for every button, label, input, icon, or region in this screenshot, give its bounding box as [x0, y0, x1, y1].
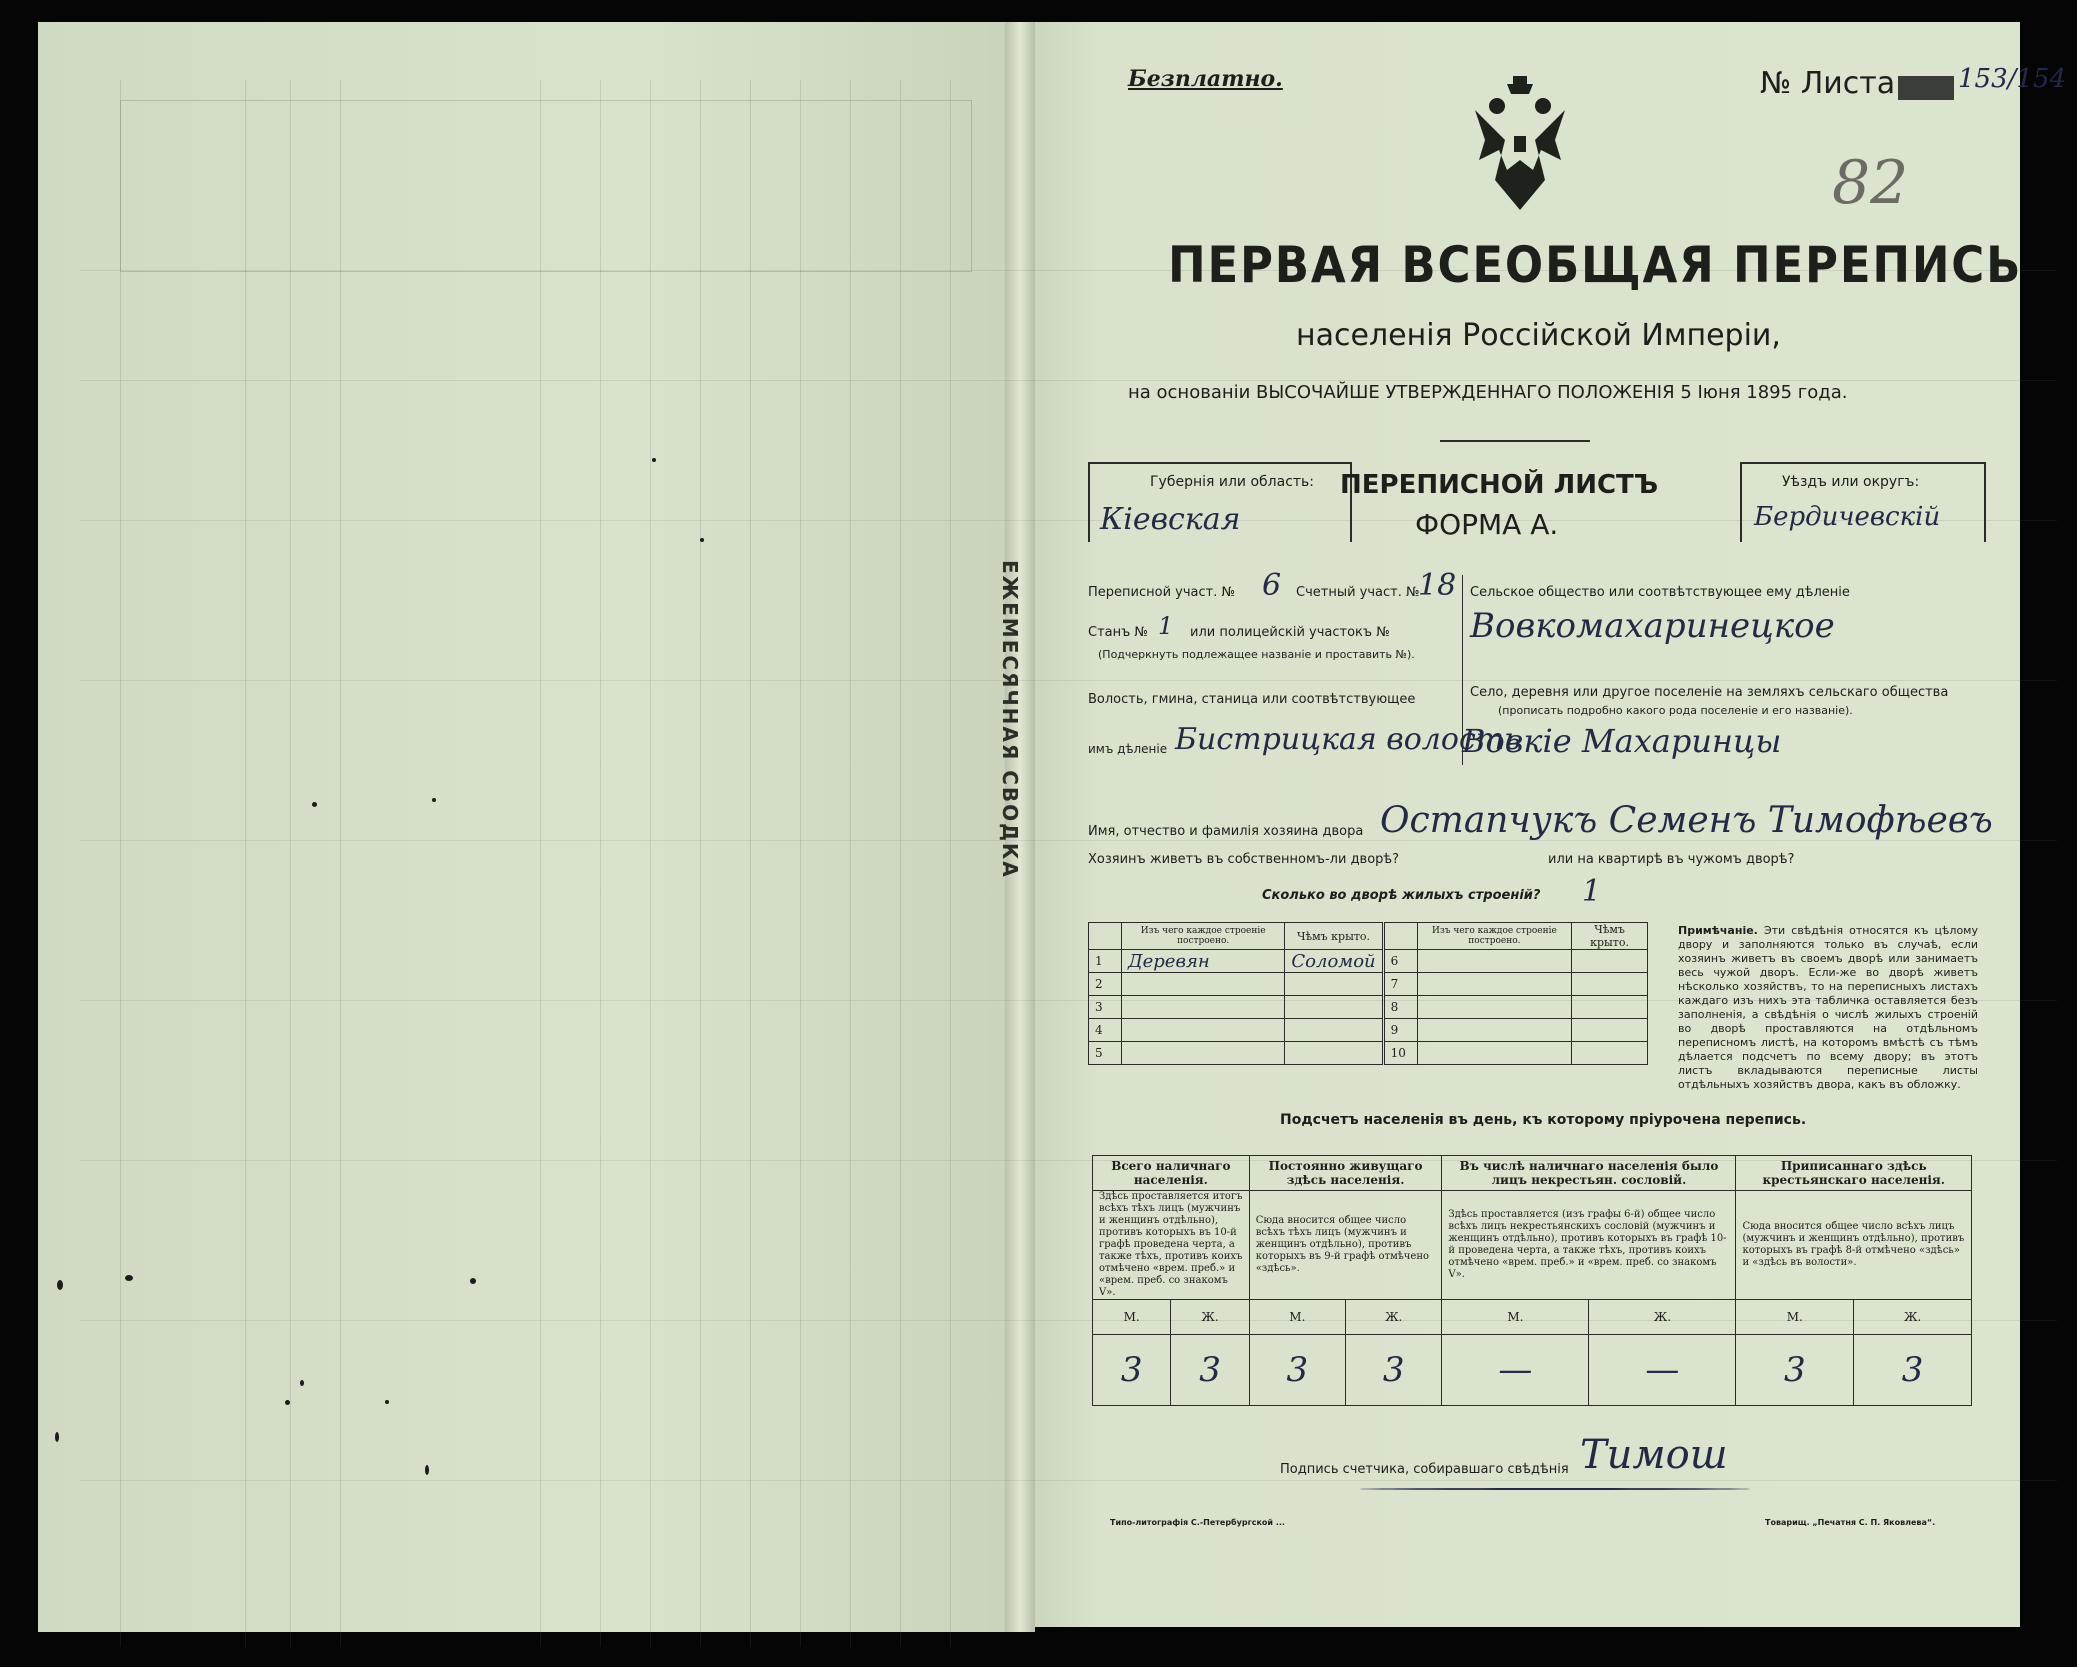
non-peasant-male: —	[1442, 1335, 1589, 1406]
building-1-material: Деревян	[1122, 950, 1285, 973]
census-district-value: 6	[1262, 568, 1282, 603]
sheet-number-redaction	[1898, 76, 1954, 100]
village-note: (прописать подробно какого рода поселеніе и его названіе).	[1498, 704, 1853, 717]
counting-district-value: 18	[1418, 568, 1457, 603]
volost-value: Бистрицкая волость	[1175, 722, 1521, 757]
census-title: ПЕРВАЯ ВСЕОБЩАЯ ПЕРЕПИСЬ	[1168, 236, 2023, 294]
gubernia-box	[1088, 462, 1352, 542]
census-legal-basis: на основаніи ВЫСОЧАЙШЕ УТВЕРЖДЕННАГО ПОЛОЖЕНІЯ 5 Іюня 1895 года.	[1128, 382, 1848, 403]
non-peasant-female: —	[1589, 1335, 1736, 1406]
volost-label-2: имъ дѣленіе	[1088, 742, 1168, 756]
table-row: 5 10	[1089, 1042, 1648, 1065]
buildings-table	[1088, 922, 1648, 1065]
col-permanent-head: Постоянно живущаго здѣсь населенія.	[1249, 1156, 1442, 1191]
ornament-divider	[1440, 440, 1590, 442]
col-peasant-desc: Сюда вносится общее число всѣхъ лицъ (мужчинъ и женщинъ отдѣльно), противъ которыхъ въ графѣ 8-й отмѣчено «здѣсь» и «здѣсь въ волости».	[1736, 1191, 1972, 1300]
village-value: Вовкіе Махаринцы	[1462, 722, 1782, 760]
uezd-value: Бердичевскій	[1754, 502, 1941, 532]
peasant-female: 3	[1854, 1335, 1972, 1406]
note-title: Примѣчаніе.	[1678, 924, 1758, 937]
col-total-desc: Здѣсь проставляется итогъ всѣхъ тѣхъ лицъ (мужчинъ и женщинъ отдѣльно), противъ которыхъ въ 10-й графѣ проведена черта, а также тѣхъ, противъ коихъ отмѣчено «врем. преб.» и «врем. преб. со знакомъ V».	[1093, 1191, 1250, 1300]
table-row: 1 Деревян Соломой 6	[1089, 950, 1648, 973]
owner-label: Имя, отчество и фамилія хозяина двора	[1088, 824, 1364, 839]
permanent-female: 3	[1346, 1335, 1442, 1406]
community-label: Сельское общество или соотвѣтствующее ему дѣленіе	[1470, 585, 1850, 600]
census-subtitle: населенія Россійской Имперіи,	[1296, 318, 1781, 353]
buildings-count-value: 1	[1582, 874, 1602, 909]
gubernia-label: Губернія или область:	[1150, 474, 1315, 490]
double-headed-eagle-icon	[1465, 70, 1575, 220]
permanent-male: 3	[1249, 1335, 1345, 1406]
signature-flourish	[1360, 1488, 1750, 1490]
stan-note: (Подчеркнуть подлежащее названіе и проставить №).	[1098, 648, 1415, 661]
note-block	[1678, 924, 1978, 1092]
note-text: Эти свѣдѣнія относятся къ цѣлому двору и заполняются только въ случаѣ, если хозяинъ живетъ въ своемъ дворѣ или занимаетъ весь чужой дворъ. Если-же во дворѣ живетъ нѣсколько хозяйствъ, то на переписныхъ листахъ каждаго изъ нихъ эта табличка оставляется безъ заполненія, а свѣдѣнія о числѣ жилыхъ строеній во дворѣ проставляются на отдѣльномъ переписномъ листѣ, на которомъ вмѣстѣ съ тѣмъ дѣлается подсчетъ по всему двору; въ этотъ листъ вкладываются переписные листы отдѣльныхъ хозяйствъ двора, какъ въ обложку.	[1678, 924, 1978, 1091]
col-peasant-head: Приписаннаго здѣсь крестьянскаго населенія.	[1736, 1156, 1972, 1191]
gubernia-value: Кіевская	[1100, 502, 1241, 537]
owner-residence-label: Хозяинъ живетъ въ собственномъ-ли дворѣ?	[1088, 852, 1400, 867]
printer-imprint-left: Типо-литографія С.-Петербургской ...	[1110, 1518, 1285, 1527]
volost-label: Волость, гмина, станица или соотвѣтствующее	[1088, 692, 1416, 707]
police-district-label: или полицейскій участокъ №	[1190, 625, 1390, 640]
buildings-roof-header: Чѣмъ крыто.	[1285, 923, 1383, 950]
form-title: ПЕРЕПИСНОЙ ЛИСТЪ	[1340, 470, 1659, 500]
owner-rented-label: или на квартирѣ въ чужомъ дворѣ?	[1548, 852, 1795, 867]
col-permanent-desc: Сюда вносится общее число всѣхъ тѣхъ лицъ (мужчинъ и женщинъ отдѣльно), противъ которыхъ въ 9-й графѣ отмѣчено «здѣсь».	[1249, 1191, 1442, 1300]
sheet-number-handwritten: 153/154	[1958, 64, 2067, 94]
table-row: 4 9	[1089, 1019, 1648, 1042]
population-table	[1092, 1155, 1972, 1406]
village-label: Село, деревня или другое поселеніе на земляхъ сельскаго общества	[1470, 685, 1949, 700]
pencil-sheet-number: 82	[1832, 148, 1909, 218]
buildings-material-header: Изъ чего каждое строеніе построено.	[1122, 923, 1285, 950]
col-non-peasant-desc: Здѣсь проставляется (изъ графы 6-й) общее число всѣхъ лицъ некрестьянскихъ сословій (мужчинъ и женщинъ отдѣльно), противъ которыхъ въ графѣ 10-й проведена черта, а также тѣхъ, противъ коихъ отмѣчено «врем. преб.» и «врем. преб. со знакомъ V».	[1442, 1191, 1736, 1300]
total-male: 3	[1093, 1335, 1171, 1406]
sheet-number-label: № Листа	[1760, 66, 1896, 101]
building-1-roof: Соломой	[1285, 950, 1383, 973]
peasant-male: 3	[1736, 1335, 1854, 1406]
count-values-row	[1093, 1335, 1972, 1406]
buildings-material-header-2: Изъ чего каждое строеніе построено.	[1417, 923, 1572, 950]
col-total-head: Всего наличнаго населенія.	[1093, 1156, 1250, 1191]
printer-imprint-right: Товарищ. „Печатня С. П. Яковлева“.	[1765, 1518, 1936, 1527]
stan-label: Станъ №	[1088, 625, 1148, 640]
population-count-title: Подсчетъ населенія въ день, къ которому пріурочена перепись.	[1280, 1112, 1807, 1128]
gender-header-row: М. Ж. М. Ж. М. Ж. М. Ж.	[1093, 1300, 1972, 1335]
col-non-peasant-head: Въ числѣ наличнаго населенія было лицъ некрестьян. сословій.	[1442, 1156, 1736, 1191]
table-row: 2 7	[1089, 973, 1648, 996]
uezd-label: Уѣздъ или округъ:	[1782, 474, 1920, 490]
signature-label: Подпись счетчика, собиравшаго свѣдѣнія	[1280, 1462, 1569, 1477]
form-subtitle: ФОРМА А.	[1415, 508, 1559, 541]
buildings-count-label: Сколько во дворѣ жилыхъ строеній?	[1262, 888, 1541, 903]
counting-district-label: Счетный участ. №	[1296, 585, 1420, 600]
free-of-charge-stamp: Безплатно.	[1128, 66, 1283, 92]
table-row: 3 8	[1089, 996, 1648, 1019]
owner-value: Остапчукъ Семенъ Тимофѣевъ	[1380, 800, 1993, 841]
total-female: 3	[1171, 1335, 1249, 1406]
community-value: Вовкомахаринецкое	[1470, 606, 1835, 646]
uezd-box	[1740, 462, 1986, 542]
buildings-roof-header-2: Чѣмъ крыто.	[1572, 923, 1648, 950]
census-district-label: Переписной участ. №	[1088, 585, 1235, 600]
stan-value: 1	[1158, 612, 1174, 640]
enumerator-signature: Тимош	[1580, 1432, 1728, 1478]
spine-label: ЕЖЕМЕСЯЧНАЯ СВОДКА	[998, 560, 1022, 879]
